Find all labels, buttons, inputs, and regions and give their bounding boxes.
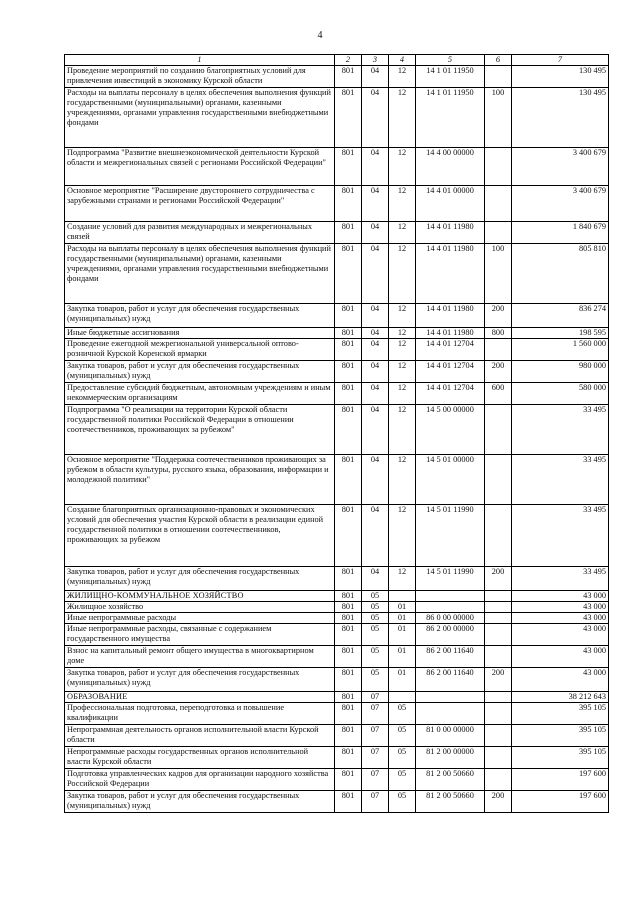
- row-name-cell: Закупка товаров, работ и услуг для обеспечения государственных (муниципальных) нужд: [65, 791, 335, 813]
- col4-cell: 12: [389, 328, 416, 339]
- amount-cell: 836 274: [512, 304, 609, 328]
- col3-cell: 04: [362, 567, 389, 591]
- col4-cell: 12: [389, 148, 416, 186]
- col2-cell: 801: [335, 624, 362, 646]
- col2-cell: 801: [335, 613, 362, 624]
- col6-cell: 600: [485, 383, 512, 405]
- col6-cell: [485, 769, 512, 791]
- col4-cell: 12: [389, 88, 416, 148]
- col2-cell: 801: [335, 88, 362, 148]
- row-name-cell: Закупка товаров, работ и услуг для обеспечения государственных (муниципальных) нужд: [65, 304, 335, 328]
- col6-cell: 100: [485, 88, 512, 148]
- col5-cell: 86 0 00 00000: [416, 613, 485, 624]
- col3-cell: 07: [362, 703, 389, 725]
- table-row: [65, 692, 609, 703]
- col5-cell: 14 4 01 00000: [416, 186, 485, 222]
- amount-cell: 43 000: [512, 613, 609, 624]
- col3-cell: 07: [362, 791, 389, 813]
- col4-cell: 12: [389, 66, 416, 88]
- col6-cell: 200: [485, 567, 512, 591]
- col2-cell: 801: [335, 668, 362, 692]
- col5-cell: 14 4 00 00000: [416, 148, 485, 186]
- col3-cell: 05: [362, 591, 389, 602]
- col3-cell: 04: [362, 66, 389, 88]
- col5-cell: 86 2 00 11640: [416, 646, 485, 668]
- col5-cell: 14 4 01 12704: [416, 383, 485, 405]
- amount-cell: 33 495: [512, 455, 609, 505]
- col6-cell: [485, 405, 512, 455]
- table-row: [65, 88, 609, 148]
- col4-cell: 05: [389, 725, 416, 747]
- col3-cell: 04: [362, 383, 389, 405]
- table-row: [65, 339, 609, 361]
- col4-cell: 05: [389, 769, 416, 791]
- amount-cell: 1 560 000: [512, 339, 609, 361]
- amount-cell: 43 000: [512, 602, 609, 613]
- col5-cell: 81 0 00 00000: [416, 725, 485, 747]
- col6-cell: [485, 703, 512, 725]
- amount-cell: 43 000: [512, 668, 609, 692]
- amount-cell: 33 495: [512, 405, 609, 455]
- row-name-cell: Расходы на выплаты персоналу в целях обеспечения выполнения функций государственными (муниципальными) органами, казенными учреждениями, органами управления государственными внебюджетными фондами: [65, 244, 335, 304]
- amount-cell: 980 000: [512, 361, 609, 383]
- table-row: [65, 328, 609, 339]
- col2-cell: 801: [335, 66, 362, 88]
- table-row: [65, 747, 609, 769]
- col2-cell: 801: [335, 186, 362, 222]
- col3-cell: 04: [362, 148, 389, 186]
- row-name-cell: Подпрограмма "Развитие внешнеэкономической деятельности Курской области и межрегиональных связей с регионами Российской Федерации": [65, 148, 335, 186]
- col2-cell: 801: [335, 455, 362, 505]
- col6-cell: [485, 692, 512, 703]
- col2-cell: 801: [335, 339, 362, 361]
- col4-cell: 12: [389, 361, 416, 383]
- col6-cell: 200: [485, 791, 512, 813]
- row-name-cell: Основное мероприятие "Расширение двустороннего сотрудничества с зарубежными странами и регионами Российской Федерации": [65, 186, 335, 222]
- col6-cell: [485, 602, 512, 613]
- col6-cell: [485, 222, 512, 244]
- col5-cell: 14 1 01 11950: [416, 66, 485, 88]
- col4-cell: 05: [389, 791, 416, 813]
- row-name-cell: Расходы на выплаты персоналу в целях обеспечения выполнения функций государственными (муниципальными) органами, казенными учреждениями, органами управления государственными внебюджетными фондами: [65, 88, 335, 148]
- col3-cell: 05: [362, 602, 389, 613]
- amount-cell: 395 105: [512, 747, 609, 769]
- col3-cell: 04: [362, 455, 389, 505]
- col6-cell: [485, 591, 512, 602]
- row-name-cell: Основное мероприятие "Поддержка соотечественников проживающих за рубежом в области культуры, русского языка, образования, информации и молодежной политики": [65, 455, 335, 505]
- row-name-cell: Иные бюджетные ассигнования: [65, 328, 335, 339]
- col6-cell: [485, 148, 512, 186]
- col4-cell: 12: [389, 383, 416, 405]
- col6-cell: [485, 186, 512, 222]
- amount-cell: 395 105: [512, 703, 609, 725]
- amount-cell: 805 810: [512, 244, 609, 304]
- row-name-cell: Непрограммная деятельность органов исполнительной власти Курской области: [65, 725, 335, 747]
- row-name-cell: ОБРАЗОВАНИЕ: [65, 692, 335, 703]
- table-row: [65, 703, 609, 725]
- table-row: [65, 791, 609, 813]
- table-row: [65, 244, 609, 304]
- row-name-cell: Непрограммные расходы государственных органов исполнительной власти Курской области: [65, 747, 335, 769]
- row-name-cell: Закупка товаров, работ и услуг для обеспечения государственных (муниципальных) нужд: [65, 361, 335, 383]
- amount-cell: 198 595: [512, 328, 609, 339]
- col4-cell: 01: [389, 646, 416, 668]
- col2-cell: 801: [335, 747, 362, 769]
- col2-cell: 801: [335, 405, 362, 455]
- amount-cell: 38 212 643: [512, 692, 609, 703]
- col6-cell: 100: [485, 244, 512, 304]
- col3-cell: 07: [362, 747, 389, 769]
- header-cell: 6: [485, 55, 512, 66]
- col5-cell: 14 1 01 11950: [416, 88, 485, 148]
- col4-cell: 01: [389, 602, 416, 613]
- col5-cell: 14 5 01 00000: [416, 455, 485, 505]
- row-name-cell: Взнос на капитальный ремонт общего имущества в многоквартирном доме: [65, 646, 335, 668]
- table-row: [65, 624, 609, 646]
- col4-cell: 12: [389, 222, 416, 244]
- col6-cell: 200: [485, 304, 512, 328]
- col3-cell: 04: [362, 88, 389, 148]
- table-row: [65, 567, 609, 591]
- amount-cell: 197 600: [512, 791, 609, 813]
- col5-cell: 86 2 00 11640: [416, 668, 485, 692]
- col2-cell: 801: [335, 692, 362, 703]
- page-number: 4: [317, 30, 323, 41]
- col4-cell: 12: [389, 455, 416, 505]
- col2-cell: 801: [335, 383, 362, 405]
- table-row: [65, 668, 609, 692]
- col4-cell: 12: [389, 186, 416, 222]
- amount-cell: 3 400 679: [512, 148, 609, 186]
- row-name-cell: Создание благоприятных организационно-правовых и экономических условий для обеспечения участия Курской области в реализации единой государственной политики в отношении соотечественников, проживающих за рубежом: [65, 505, 335, 567]
- col4-cell: 12: [389, 339, 416, 361]
- col3-cell: 05: [362, 668, 389, 692]
- col3-cell: 05: [362, 624, 389, 646]
- col5-cell: [416, 591, 485, 602]
- col6-cell: [485, 613, 512, 624]
- header-cell: 2: [335, 55, 362, 66]
- col3-cell: 04: [362, 339, 389, 361]
- col4-cell: 12: [389, 567, 416, 591]
- amount-cell: 33 495: [512, 505, 609, 567]
- col5-cell: [416, 602, 485, 613]
- row-name-cell: Закупка товаров, работ и услуг для обеспечения государственных (муниципальных) нужд: [65, 567, 335, 591]
- amount-cell: 43 000: [512, 624, 609, 646]
- table-row: [65, 725, 609, 747]
- table-row: [65, 613, 609, 624]
- col6-cell: [485, 455, 512, 505]
- col4-cell: 01: [389, 624, 416, 646]
- table-row: [65, 186, 609, 222]
- table-row: [65, 405, 609, 455]
- header-cell: 3: [362, 55, 389, 66]
- col6-cell: 800: [485, 328, 512, 339]
- table-row: [65, 591, 609, 602]
- col3-cell: 04: [362, 505, 389, 567]
- col3-cell: 04: [362, 361, 389, 383]
- header-cell: 5: [416, 55, 485, 66]
- col6-cell: 200: [485, 668, 512, 692]
- row-name-cell: Подпрограмма "О реализации на территории Курской области государственной политики Российской Федерации в отношении соотечественников, проживающих за рубежом": [65, 405, 335, 455]
- col2-cell: 801: [335, 703, 362, 725]
- col5-cell: 14 4 01 11980: [416, 328, 485, 339]
- table-row: [65, 148, 609, 186]
- col2-cell: 801: [335, 148, 362, 186]
- row-name-cell: Предоставление субсидий бюджетным, автономным учреждениям и иным некоммерческим организациям: [65, 383, 335, 405]
- col2-cell: 801: [335, 725, 362, 747]
- col3-cell: 04: [362, 244, 389, 304]
- col2-cell: 801: [335, 769, 362, 791]
- header-cell: 4: [389, 55, 416, 66]
- col5-cell: 14 5 01 11990: [416, 567, 485, 591]
- col2-cell: 801: [335, 328, 362, 339]
- col4-cell: 12: [389, 505, 416, 567]
- col6-cell: [485, 624, 512, 646]
- col3-cell: 07: [362, 725, 389, 747]
- col3-cell: 04: [362, 304, 389, 328]
- col2-cell: 801: [335, 361, 362, 383]
- col5-cell: 14 4 01 11980: [416, 244, 485, 304]
- col2-cell: 801: [335, 244, 362, 304]
- col5-cell: [416, 692, 485, 703]
- table-row: [65, 505, 609, 567]
- col4-cell: 05: [389, 703, 416, 725]
- col4-cell: 01: [389, 613, 416, 624]
- col5-cell: 14 4 01 11980: [416, 304, 485, 328]
- col2-cell: 801: [335, 646, 362, 668]
- amount-cell: 395 105: [512, 725, 609, 747]
- col6-cell: [485, 646, 512, 668]
- amount-cell: 3 400 679: [512, 186, 609, 222]
- table-row: [65, 383, 609, 405]
- row-name-cell: Создание условий для развития международных и межрегиональных связей: [65, 222, 335, 244]
- col6-cell: [485, 339, 512, 361]
- col6-cell: [485, 747, 512, 769]
- row-name-cell: Иные непрограммные расходы: [65, 613, 335, 624]
- col2-cell: 801: [335, 591, 362, 602]
- table-row: [65, 66, 609, 88]
- table-row: [65, 361, 609, 383]
- row-name-cell: Профессиональная подготовка, переподготовка и повышение квалификации: [65, 703, 335, 725]
- col6-cell: [485, 505, 512, 567]
- row-name-cell: Проведение мероприятий по созданию благоприятных условий для привлечения инвестиций в экономику Курской области: [65, 66, 335, 88]
- amount-cell: 580 000: [512, 383, 609, 405]
- col5-cell: 81 2 00 00000: [416, 747, 485, 769]
- header-cell: 7: [512, 55, 609, 66]
- row-name-cell: ЖИЛИЩНО-КОММУНАЛЬНОЕ ХОЗЯЙСТВО: [65, 591, 335, 602]
- amount-cell: 130 495: [512, 66, 609, 88]
- col4-cell: [389, 591, 416, 602]
- amount-cell: 130 495: [512, 88, 609, 148]
- col4-cell: [389, 692, 416, 703]
- col3-cell: 04: [362, 186, 389, 222]
- col2-cell: 801: [335, 791, 362, 813]
- table-row: [65, 602, 609, 613]
- col5-cell: 14 4 01 12704: [416, 361, 485, 383]
- col5-cell: 86 2 00 00000: [416, 624, 485, 646]
- col5-cell: [416, 703, 485, 725]
- col5-cell: 81 2 00 50660: [416, 791, 485, 813]
- amount-cell: 197 600: [512, 769, 609, 791]
- col2-cell: 801: [335, 567, 362, 591]
- col3-cell: 04: [362, 328, 389, 339]
- amount-cell: 43 000: [512, 591, 609, 602]
- table-row: [65, 455, 609, 505]
- col5-cell: 81 2 00 50660: [416, 769, 485, 791]
- col3-cell: 05: [362, 613, 389, 624]
- col6-cell: [485, 66, 512, 88]
- col5-cell: 14 4 01 11980: [416, 222, 485, 244]
- budget-table: [64, 54, 609, 813]
- amount-cell: 1 840 679: [512, 222, 609, 244]
- col3-cell: 04: [362, 222, 389, 244]
- col3-cell: 04: [362, 405, 389, 455]
- amount-cell: 43 000: [512, 646, 609, 668]
- row-name-cell: Проведение ежегодной межрегиональной универсальной оптово-розничной Курской Коренской ярмарки: [65, 339, 335, 361]
- col4-cell: 12: [389, 244, 416, 304]
- col3-cell: 07: [362, 769, 389, 791]
- col2-cell: 801: [335, 304, 362, 328]
- col2-cell: 801: [335, 602, 362, 613]
- header-row: [65, 55, 609, 66]
- col2-cell: 801: [335, 505, 362, 567]
- col2-cell: 801: [335, 222, 362, 244]
- col4-cell: 05: [389, 747, 416, 769]
- table-row: [65, 646, 609, 668]
- col4-cell: 01: [389, 668, 416, 692]
- row-name-cell: Подготовка управленческих кадров для организации народного хозяйства Российской Федерации: [65, 769, 335, 791]
- col4-cell: 12: [389, 405, 416, 455]
- col5-cell: 14 5 01 11990: [416, 505, 485, 567]
- col6-cell: [485, 725, 512, 747]
- col3-cell: 05: [362, 646, 389, 668]
- col4-cell: 12: [389, 304, 416, 328]
- col5-cell: 14 4 01 12704: [416, 339, 485, 361]
- col6-cell: 200: [485, 361, 512, 383]
- row-name-cell: Иные непрограммные расходы, связанные с содержанием государственного имущества: [65, 624, 335, 646]
- col5-cell: 14 5 00 00000: [416, 405, 485, 455]
- header-cell: 1: [65, 55, 335, 66]
- amount-cell: 33 495: [512, 567, 609, 591]
- table-row: [65, 304, 609, 328]
- col3-cell: 07: [362, 692, 389, 703]
- table-row: [65, 769, 609, 791]
- row-name-cell: Закупка товаров, работ и услуг для обеспечения государственных (муниципальных) нужд: [65, 668, 335, 692]
- table-row: [65, 222, 609, 244]
- row-name-cell: Жилищное хозяйство: [65, 602, 335, 613]
